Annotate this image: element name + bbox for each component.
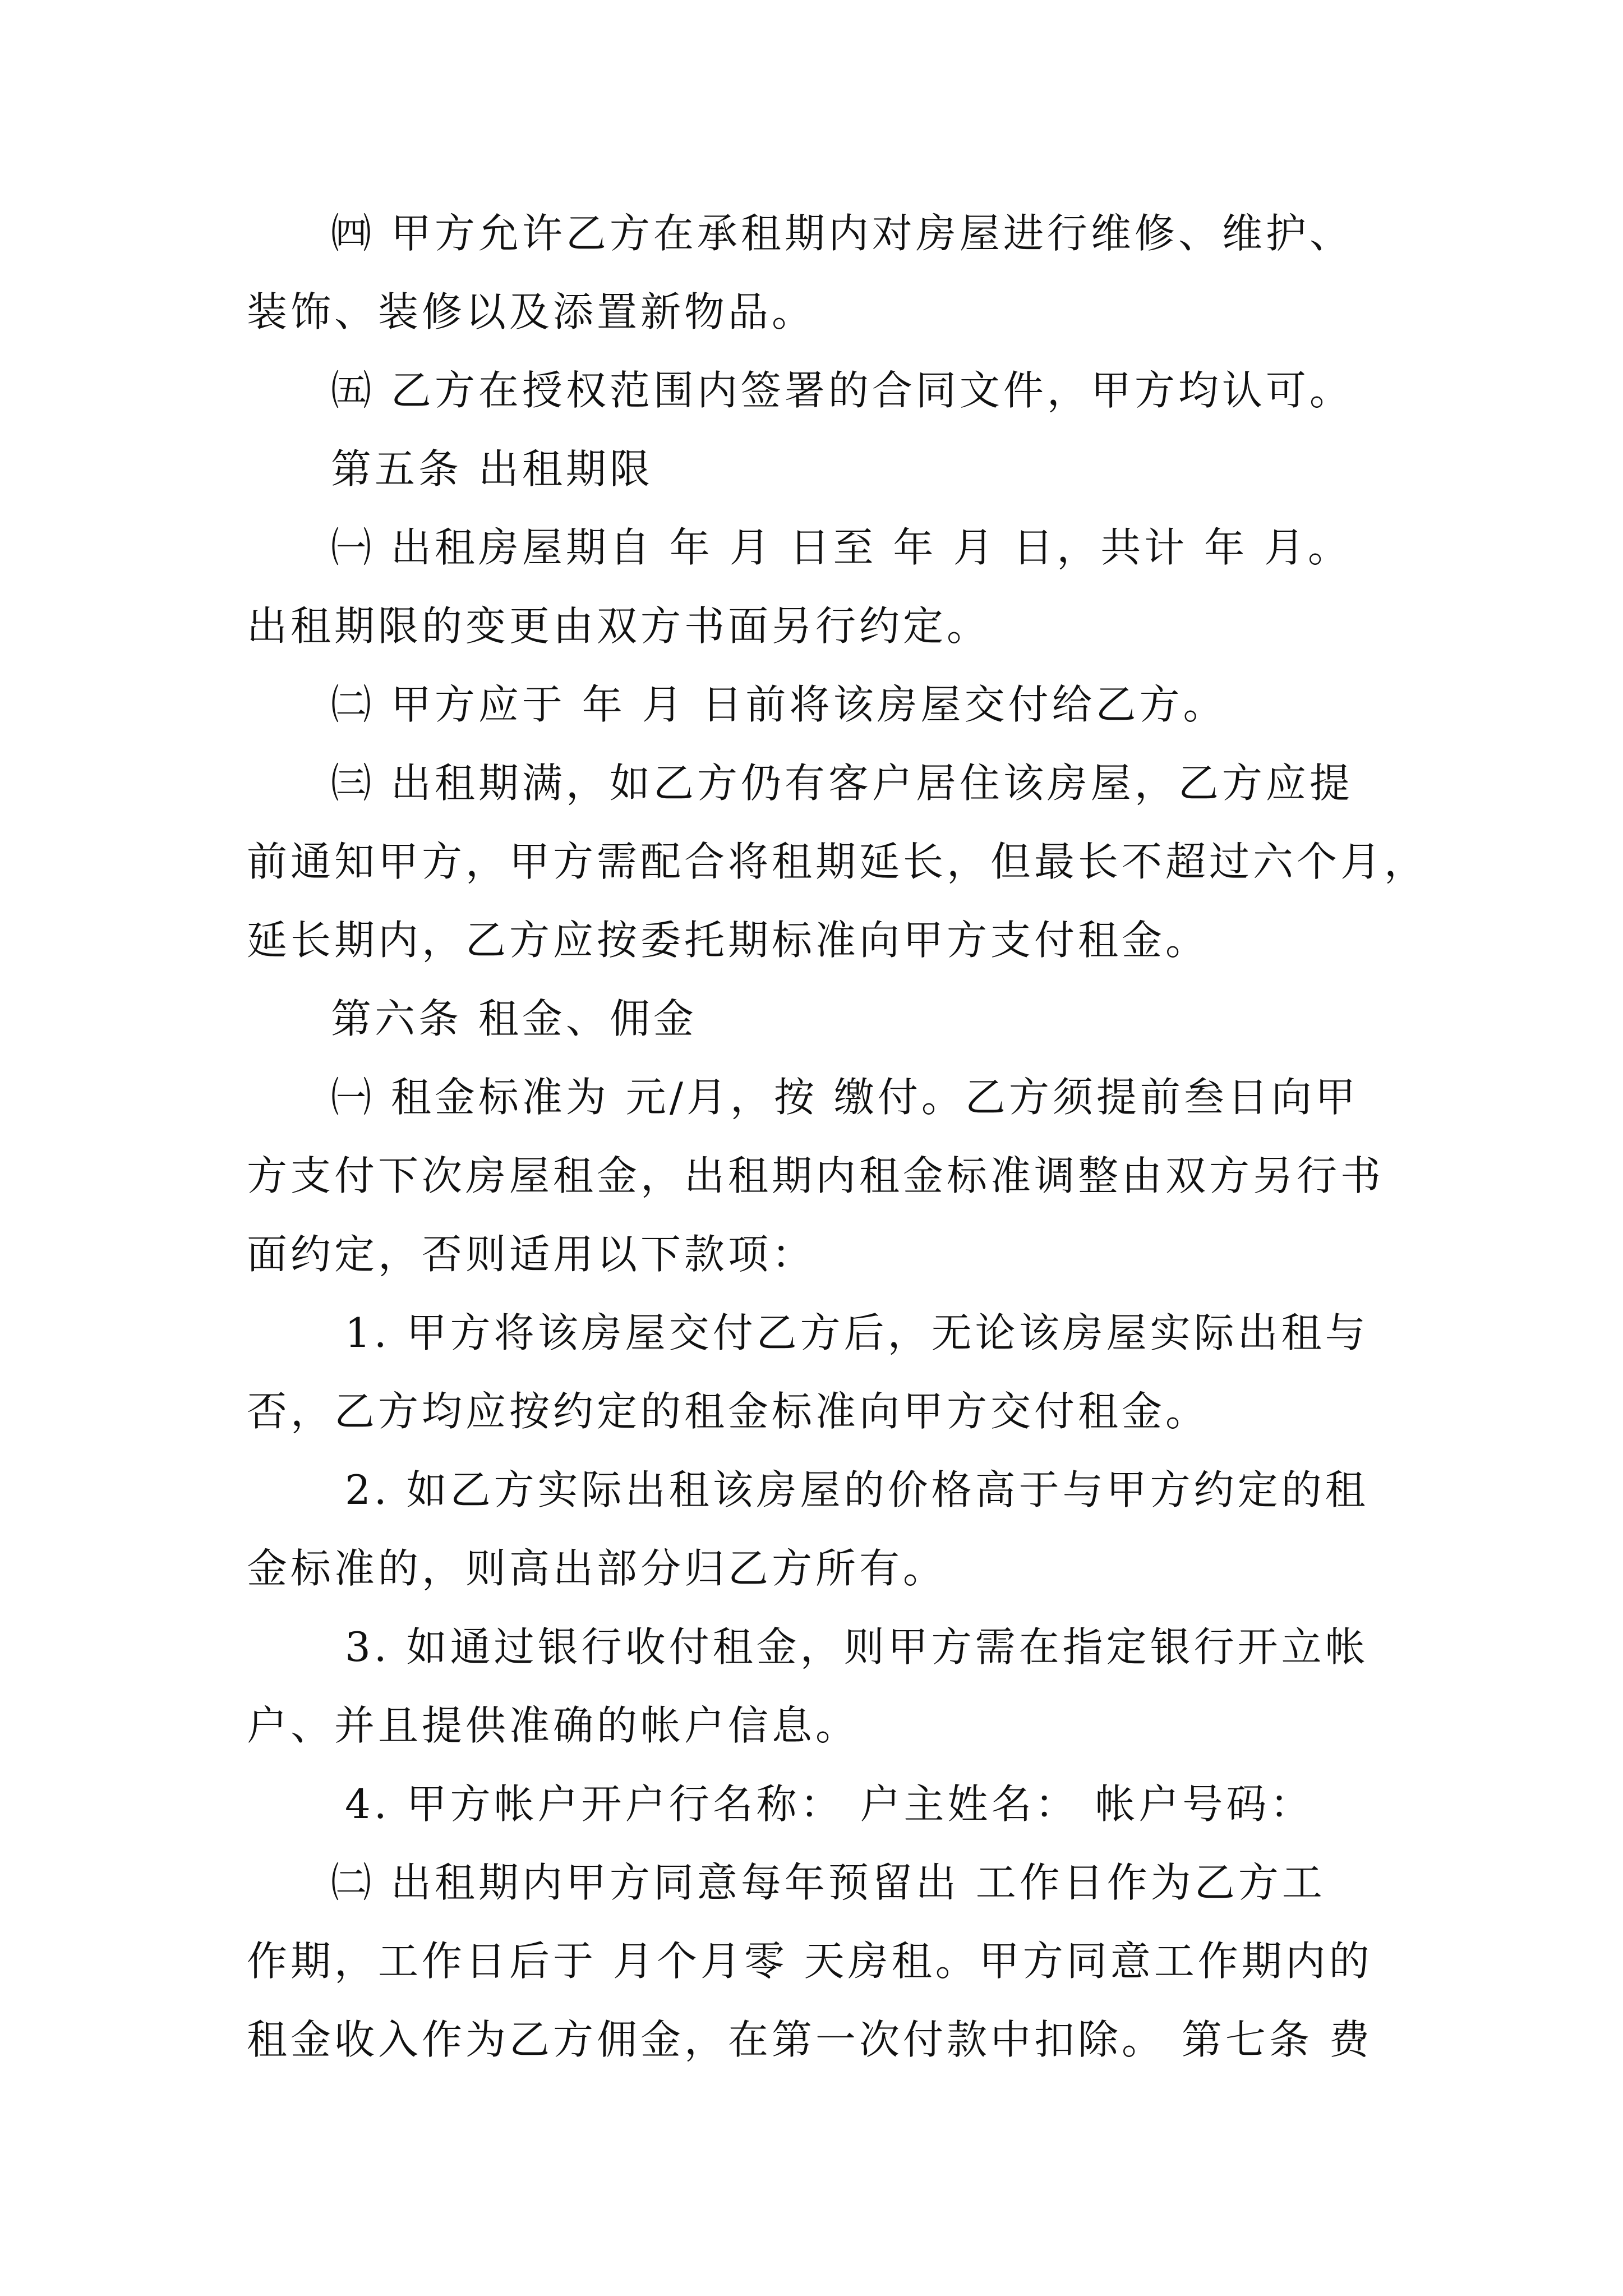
text-line-16: 否，乙方均应按约定的租金标准向甲方交付租金。 [247,1388,1210,1435]
text-line-19: 3. 如通过银行收付租金，则甲方需在指定银行开立帐 [345,1623,1369,1671]
text-line-10: 延长期内，乙方应按委托期标准向甲方支付租金。 [247,917,1210,964]
article-heading-5: 第五条 出租期限 [331,445,653,493]
text-line-2: 装饰、装修以及添置新物品。 [247,288,816,335]
text-line-13: 方支付下次房屋租金，出租期内租金标准调整由双方另行书 [247,1152,1385,1199]
text-line-12: ㈠ 租金标准为 元/月，按 缴付。乙方须提前叁日向甲 [331,1074,1359,1121]
text-line-17: 2. 如乙方实际出租该房屋的价格高于与甲方约定的租 [345,1466,1369,1513]
text-line-24: 租金收入作为乙方佣金，在第一次付款中扣除。 第七条 费 [247,2016,1373,2063]
text-line-5: ㈠ 出租房屋期自 年 月 日至 年 月 日，共计 年 月。 [331,524,1352,571]
text-line-3: ㈤ 乙方在授权范围内签署的合同文件，甲方均认可。 [331,367,1353,414]
text-line-21: 4. 甲方帐户开户行名称： 户主姓名： 帐户号码： [345,1780,1314,1828]
text-line-9: 前通知甲方，甲方需配合将租期延长，但最长不超过六个月， [247,838,1428,885]
text-line-1: ㈣ 甲方允许乙方在承租期内对房屋进行维修、维护、 [331,210,1353,257]
article-heading-6: 第六条 租金、佣金 [331,995,697,1042]
text-line-7: ㈡ 甲方应于 年 月 日前将该房屋交付给乙方。 [331,681,1227,728]
text-line-18: 金标准的，则高出部分归乙方所有。 [247,1545,947,1592]
text-line-22: ㈡ 出租期内甲方同意每年预留出 工作日作为乙方工 [331,1859,1326,1906]
text-line-14: 面约定，否则适用以下款项： [247,1231,816,1278]
text-line-20: 户、并且提供准确的帐户信息。 [247,1702,860,1749]
text-line-15: 1. 甲方将该房屋交付乙方后，无论该房屋实际出租与 [345,1309,1369,1356]
text-line-23: 作期，工作日后于 月个月零 天房租。甲方同意工作期内的 [247,1938,1373,1985]
text-line-6: 出租期限的变更由双方书面另行约定。 [247,602,991,650]
text-line-8: ㈢ 出租期满，如乙方仍有客户居住该房屋，乙方应提 [331,760,1353,807]
